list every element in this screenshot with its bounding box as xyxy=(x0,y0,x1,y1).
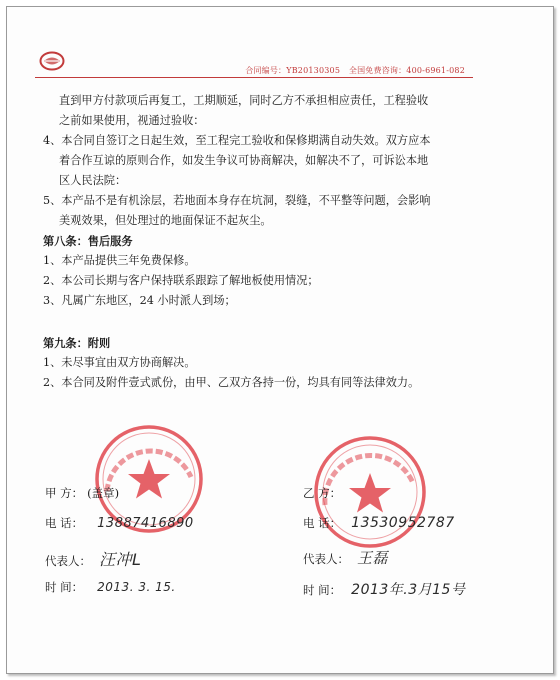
date-label: 时 间： xyxy=(303,583,342,597)
hotline: 全国免费咨询：400-6961-082 xyxy=(348,66,465,75)
body-line: 之前如果使用，视通过验收： xyxy=(59,114,205,127)
party-b-phone-row xyxy=(303,515,455,531)
body-line: 区人民法院： xyxy=(59,174,127,187)
party-b-rep-signature: 王磊 xyxy=(357,549,389,567)
signature-block xyxy=(45,485,525,635)
section-9-item: 2、本合同及附件壹式贰份，由甲、乙双方各持一份，均具有同等法律效力。 xyxy=(43,376,420,389)
section-9-item: 1、未尽事宜由双方协商解决。 xyxy=(43,356,196,369)
header-info xyxy=(239,65,465,76)
page-header xyxy=(7,7,553,85)
spacer xyxy=(43,311,503,333)
party-b-rep-row xyxy=(303,547,388,568)
section-8-item: 1、本产品提供三年免费保修。 xyxy=(43,254,196,267)
contract-number: 合同编号：YB20130305 xyxy=(245,66,341,75)
party-a-date: 2013. 3. 15. xyxy=(97,580,176,594)
party-a-date-row xyxy=(45,579,176,595)
section-9-title: 第九条：附则 xyxy=(43,336,111,350)
section-8-item: 2、本公司长期与客户保持联系跟踪了解地板使用情况； xyxy=(43,274,319,287)
party-b-date-row xyxy=(303,579,465,599)
rep-label: 代表人： xyxy=(45,554,91,568)
body-line: 着合作互谅的原则合作，如发生争议可协商解决，如解决不了，可诉讼本地 xyxy=(59,154,429,167)
document-page xyxy=(6,6,554,674)
body-line: 直到甲方付款项后再复工，工期顺延，同时乙方不承担相应责任，工程验收 xyxy=(59,94,429,107)
party-a-phone: 13887416890 xyxy=(97,516,194,531)
party-a-rep-signature: 汪冲L xyxy=(99,550,142,569)
section-8-title: 第八条：售后服务 xyxy=(43,234,133,248)
phone-label: 电 话： xyxy=(45,516,84,530)
body-line: 美观效果，但处理过的地面保证不起灰尘。 xyxy=(59,214,272,227)
party-a-seal-note: (盖章) xyxy=(87,486,120,500)
phone-label: 电 话： xyxy=(303,516,342,530)
party-b-label: 乙 方： xyxy=(303,486,342,500)
clause-4-line: 4、本合同自签订之日起生效，至工程完工验收和保修期满自动失效。双方应本 xyxy=(43,134,431,147)
header-divider xyxy=(35,77,473,78)
party-a-rep-row xyxy=(45,547,141,570)
company-logo-icon xyxy=(39,51,65,71)
date-label: 时 间： xyxy=(45,580,84,594)
party-b-date: 2013年.3月15号 xyxy=(351,582,466,598)
contract-body xyxy=(43,91,503,393)
section-8-item: 3、凡属广东地区，24 小时派人到场； xyxy=(43,294,236,307)
party-a-row xyxy=(45,485,119,501)
party-a-label: 甲 方： xyxy=(45,486,84,500)
party-b-phone: 13530952787 xyxy=(351,515,455,531)
clause-5-line: 5、本产品不是有机涂层，若地面本身存在坑洞，裂缝，不平整等问题，会影响 xyxy=(43,194,431,207)
rep-label: 代表人： xyxy=(303,552,349,566)
party-a-phone-row xyxy=(45,515,194,531)
party-b-row xyxy=(303,485,341,501)
